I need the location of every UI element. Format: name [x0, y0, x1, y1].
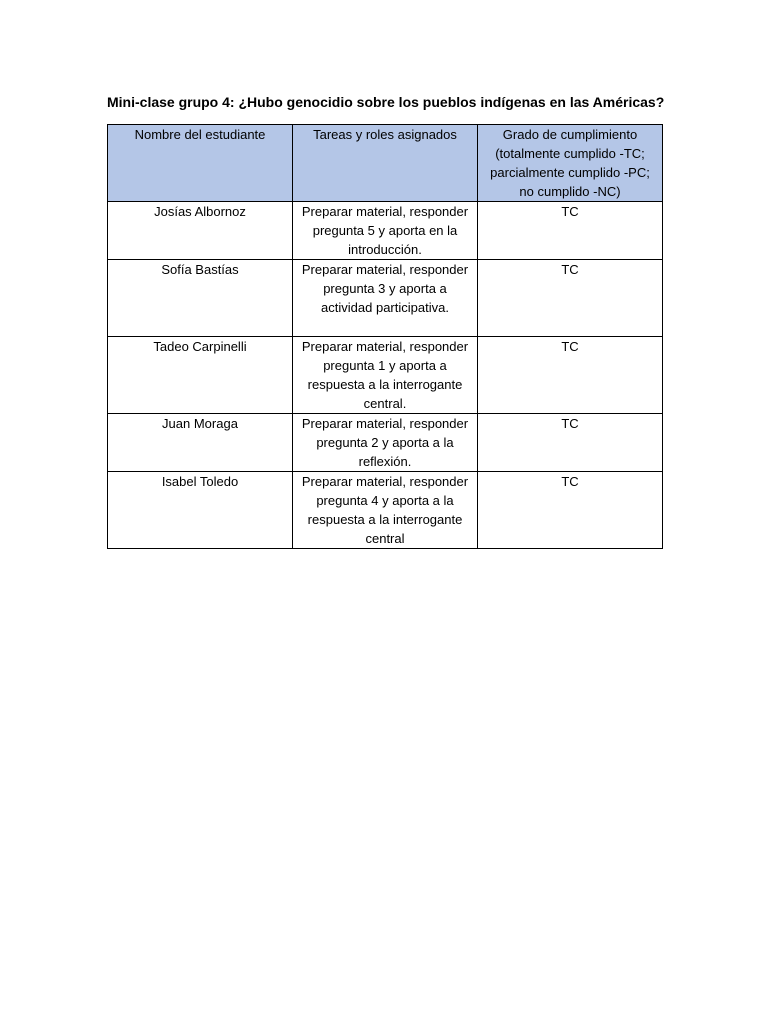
grade-cell: TC: [478, 414, 663, 472]
table-row: [108, 414, 663, 472]
student-name-cell: Tadeo Carpinelli: [108, 337, 293, 414]
table-row: [108, 260, 663, 337]
assignment-table: [107, 124, 663, 549]
header-student-name: Nombre del estudiante: [108, 125, 293, 202]
task-cell: Preparar material, responder pregunta 5 y aporta en la introducción.: [293, 202, 478, 260]
header-tasks: Tareas y roles asignados: [293, 125, 478, 202]
student-name-cell: Sofía Bastías: [108, 260, 293, 337]
student-name-cell: Isabel Toledo: [108, 472, 293, 549]
grade-cell: TC: [478, 472, 663, 549]
student-name-cell: Josías Albornoz: [108, 202, 293, 260]
task-cell: Preparar material, responder pregunta 4 y aporta a la respuesta a la interrogante central: [293, 472, 478, 549]
student-name-cell: Juan Moraga: [108, 414, 293, 472]
task-cell: Preparar material, responder pregunta 2 y aporta a la reflexión.: [293, 414, 478, 472]
table-row: [108, 472, 663, 549]
grade-cell: TC: [478, 260, 663, 337]
grade-cell: TC: [478, 337, 663, 414]
task-cell: Preparar material, responder pregunta 3 y aporta a actividad participativa.: [293, 260, 478, 337]
table-row: [108, 202, 663, 260]
table-row: [108, 337, 663, 414]
task-cell: Preparar material, responder pregunta 1 y aporta a respuesta a la interrogante central.: [293, 337, 478, 414]
table-header-row: [108, 125, 663, 202]
grade-cell: TC: [478, 202, 663, 260]
header-completion: Grado de cumplimiento (totalmente cumplido -TC; parcialmente cumplido -PC; no cumplido -NC): [478, 125, 663, 202]
page-title: Mini-clase grupo 4: ¿Hubo genocidio sobre los pueblos indígenas en las Américas?: [107, 94, 665, 110]
